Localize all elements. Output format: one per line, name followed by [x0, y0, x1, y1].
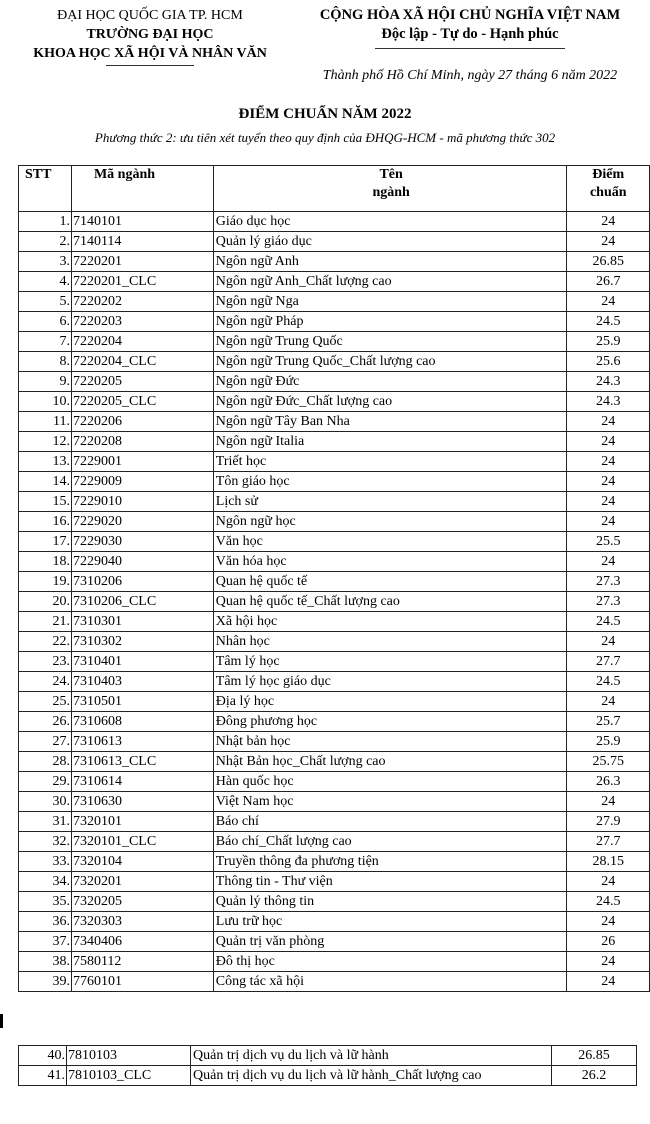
cell-stt: 39.: [19, 972, 72, 992]
cell-diem-chuan: 24: [567, 952, 650, 972]
table-row: [19, 932, 650, 952]
school-name-line1: TRƯỜNG ĐẠI HỌC: [86, 27, 214, 42]
cell-ma-nganh: 7320104: [71, 852, 213, 872]
cell-ma-nganh: 7310614: [71, 772, 213, 792]
cell-stt: 10.: [19, 392, 72, 412]
table-row: [19, 272, 650, 292]
header-left-rule: [106, 65, 194, 66]
table-header-row: [19, 166, 650, 212]
cell-diem-chuan: 24: [567, 632, 650, 652]
cell-ma-nganh: 7310613: [71, 732, 213, 752]
cell-stt: 30.: [19, 792, 72, 812]
cell-stt: 27.: [19, 732, 72, 752]
table-row: [19, 612, 650, 632]
cell-stt: 8.: [19, 352, 72, 372]
cell-diem-chuan: 25.9: [567, 732, 650, 752]
table-row: [19, 1046, 637, 1066]
header-ma-nganh: Mã ngành: [71, 166, 213, 212]
cell-ma-nganh: 7320201: [71, 872, 213, 892]
cell-ten-nganh: Xã hội học: [213, 612, 567, 632]
cell-ten-nganh: Văn học: [213, 532, 567, 552]
table-row: [19, 752, 650, 772]
cell-ma-nganh: 7220203: [71, 312, 213, 332]
header-ten-line1: Tên: [379, 167, 403, 182]
cell-stt: 14.: [19, 472, 72, 492]
cell-ten-nganh: Ngôn ngữ Trung Quốc: [213, 332, 567, 352]
header-ten-line2: ngành: [372, 185, 410, 200]
cell-ten-nganh: Ngôn ngữ Pháp: [213, 312, 567, 332]
cell-diem-chuan: 24: [567, 512, 650, 532]
cell-diem-chuan: 27.9: [567, 812, 650, 832]
cell-ma-nganh: 7310302: [71, 632, 213, 652]
cell-ten-nganh: Địa lý học: [213, 692, 567, 712]
table-row: [19, 772, 650, 792]
table-row: [19, 872, 650, 892]
cell-ten-nganh: Ngôn ngữ Đức_Chất lượng cao: [213, 392, 567, 412]
cell-diem-chuan: 25.7: [567, 712, 650, 732]
cell-stt: 34.: [19, 872, 72, 892]
cell-stt: 19.: [19, 572, 72, 592]
cell-ma-nganh: 7310206_CLC: [71, 592, 213, 612]
cell-stt: 6.: [19, 312, 72, 332]
table-row: [19, 712, 650, 732]
cell-diem-chuan: 24: [567, 212, 650, 232]
cell-ten-nganh: Tâm lý học giáo dục: [213, 672, 567, 692]
header-ten-nganh: [213, 166, 567, 212]
cell-ma-nganh: 7140114: [71, 232, 213, 252]
cell-diem-chuan: 25.6: [567, 352, 650, 372]
cell-ten-nganh: Ngôn ngữ Đức: [213, 372, 567, 392]
cell-ma-nganh: 7760101: [71, 972, 213, 992]
table-row: [19, 332, 650, 352]
cell-ma-nganh: 7220202: [71, 292, 213, 312]
cell-diem-chuan: 25.5: [567, 532, 650, 552]
cell-ten-nganh: Thông tin - Thư viện: [213, 872, 567, 892]
table-row: [19, 372, 650, 392]
cell-ten-nganh: Nhật Bản học_Chất lượng cao: [213, 752, 567, 772]
scores-table-continued: [18, 1045, 637, 1086]
cell-stt: 23.: [19, 652, 72, 672]
cell-stt: 41.: [19, 1066, 67, 1086]
cell-ma-nganh: 7229030: [71, 532, 213, 552]
cell-ma-nganh: 7220206: [71, 412, 213, 432]
cell-ten-nganh: Tôn giáo học: [213, 472, 567, 492]
cell-diem-chuan: 24: [567, 232, 650, 252]
cell-diem-chuan: 24: [567, 432, 650, 452]
cell-ma-nganh: 7310501: [71, 692, 213, 712]
table-row: [19, 252, 650, 272]
cell-diem-chuan: 26.3: [567, 772, 650, 792]
table-row: [19, 512, 650, 532]
table-row: [19, 652, 650, 672]
cell-stt: 21.: [19, 612, 72, 632]
cell-stt: 38.: [19, 952, 72, 972]
cell-ma-nganh: 7229001: [71, 452, 213, 472]
cell-ten-nganh: Văn hóa học: [213, 552, 567, 572]
cell-diem-chuan: 24.3: [567, 372, 650, 392]
table-row: [19, 892, 650, 912]
cell-diem-chuan: 28.15: [567, 852, 650, 872]
table-row: [19, 952, 650, 972]
cell-ten-nganh: Quản lý thông tin: [213, 892, 567, 912]
cell-diem-chuan: 24: [567, 872, 650, 892]
cell-ten-nganh: Ngôn ngữ Anh: [213, 252, 567, 272]
cell-stt: 13.: [19, 452, 72, 472]
cell-ma-nganh: 7220205: [71, 372, 213, 392]
cell-ma-nganh: 7810103: [67, 1046, 191, 1066]
cell-stt: 18.: [19, 552, 72, 572]
header-right-rule: [375, 48, 565, 49]
cell-stt: 4.: [19, 272, 72, 292]
table-row: [19, 792, 650, 812]
cell-stt: 31.: [19, 812, 72, 832]
cell-stt: 11.: [19, 412, 72, 432]
school-name-line2: KHOA HỌC XÃ HỘI VÀ NHÂN VĂN: [33, 46, 267, 61]
cell-diem-chuan: 26.85: [552, 1046, 637, 1066]
cell-ten-nganh: Công tác xã hội: [213, 972, 567, 992]
cell-ten-nganh: Quản trị dịch vụ du lịch và lữ hành: [191, 1046, 552, 1066]
header-stt: STT: [19, 166, 72, 212]
cell-ma-nganh: 7320101: [71, 812, 213, 832]
page-break-mark: [0, 1014, 3, 1028]
cell-diem-chuan: 24.5: [567, 892, 650, 912]
cell-ten-nganh: Quản trị văn phòng: [213, 932, 567, 952]
table-row: [19, 392, 650, 412]
cell-stt: 9.: [19, 372, 72, 392]
cell-diem-chuan: 24.5: [567, 312, 650, 332]
cell-stt: 36.: [19, 912, 72, 932]
cell-stt: 15.: [19, 492, 72, 512]
cell-ten-nganh: Ngôn ngữ Italia: [213, 432, 567, 452]
cell-diem-chuan: 24: [567, 412, 650, 432]
table-row: [19, 912, 650, 932]
cell-ten-nganh: Ngôn ngữ học: [213, 512, 567, 532]
cell-stt: 32.: [19, 832, 72, 852]
table-row: [19, 572, 650, 592]
cell-stt: 29.: [19, 772, 72, 792]
table-row: [19, 412, 650, 432]
scores-table: [18, 165, 650, 992]
cell-stt: 25.: [19, 692, 72, 712]
table-row: [19, 212, 650, 232]
table-row: [19, 692, 650, 712]
header-left: [0, 6, 300, 66]
cell-ma-nganh: 7220204: [71, 332, 213, 352]
document-subtitle: Phương thức 2: ưu tiên xét tuyển theo quy định của ĐHQG-HCM - mã phương thức 302: [94, 130, 556, 145]
cell-stt: 28.: [19, 752, 72, 772]
table-row: [19, 1066, 637, 1086]
cell-ten-nganh: Quản lý giáo dục: [213, 232, 567, 252]
cell-diem-chuan: 27.7: [567, 652, 650, 672]
cell-ma-nganh: 7320101_CLC: [71, 832, 213, 852]
cell-diem-chuan: 27.3: [567, 592, 650, 612]
cell-diem-chuan: 24: [567, 552, 650, 572]
table-row: [19, 292, 650, 312]
cell-stt: 26.: [19, 712, 72, 732]
cell-stt: 16.: [19, 512, 72, 532]
cell-stt: 12.: [19, 432, 72, 452]
cell-ma-nganh: 7310301: [71, 612, 213, 632]
table-row: [19, 852, 650, 872]
cell-stt: 35.: [19, 892, 72, 912]
cell-diem-chuan: 27.3: [567, 572, 650, 592]
cell-ma-nganh: 7310630: [71, 792, 213, 812]
cell-diem-chuan: 24: [567, 472, 650, 492]
cell-diem-chuan: 26.2: [552, 1066, 637, 1086]
table-row: [19, 972, 650, 992]
table-row: [19, 492, 650, 512]
cell-ten-nganh: Quan hệ quốc tế: [213, 572, 567, 592]
cell-ten-nganh: Ngôn ngữ Anh_Chất lượng cao: [213, 272, 567, 292]
cell-ma-nganh: 7310613_CLC: [71, 752, 213, 772]
cell-ma-nganh: 7580112: [71, 952, 213, 972]
cell-diem-chuan: 26.7: [567, 272, 650, 292]
cell-stt: 37.: [19, 932, 72, 952]
table-row: [19, 452, 650, 472]
cell-diem-chuan: 26.85: [567, 252, 650, 272]
cell-ten-nganh: Nhân học: [213, 632, 567, 652]
university-name: ĐẠI HỌC QUỐC GIA TP. HCM: [57, 8, 243, 23]
header-diem-line1: Điểm: [592, 167, 625, 182]
table-row: [19, 732, 650, 752]
header-right: [290, 6, 650, 49]
cell-diem-chuan: 24: [567, 292, 650, 312]
cell-ma-nganh: 7220201_CLC: [71, 272, 213, 292]
cell-diem-chuan: 26: [567, 932, 650, 952]
cell-ma-nganh: 7320303: [71, 912, 213, 932]
table-row: [19, 832, 650, 852]
cell-ten-nganh: Giáo dục học: [213, 212, 567, 232]
motto: Độc lập - Tự do - Hạnh phúc: [381, 26, 559, 42]
cell-ma-nganh: 7310401: [71, 652, 213, 672]
cell-ten-nganh: Việt Nam học: [213, 792, 567, 812]
cell-ten-nganh: Ngôn ngữ Trung Quốc_Chất lượng cao: [213, 352, 567, 372]
table-row: [19, 232, 650, 252]
cell-ma-nganh: 7229009: [71, 472, 213, 492]
cell-diem-chuan: 24: [567, 792, 650, 812]
cell-ten-nganh: Nhật bản học: [213, 732, 567, 752]
cell-stt: 2.: [19, 232, 72, 252]
cell-diem-chuan: 24: [567, 452, 650, 472]
cell-ma-nganh: 7220204_CLC: [71, 352, 213, 372]
table-row: [19, 592, 650, 612]
cell-stt: 40.: [19, 1046, 67, 1066]
cell-ma-nganh: 7229040: [71, 552, 213, 572]
cell-stt: 5.: [19, 292, 72, 312]
cell-stt: 1.: [19, 212, 72, 232]
cell-ten-nganh: Báo chí_Chất lượng cao: [213, 832, 567, 852]
cell-diem-chuan: 24: [567, 972, 650, 992]
table-row: [19, 432, 650, 452]
cell-ma-nganh: 7229020: [71, 512, 213, 532]
cell-ma-nganh: 7229010: [71, 492, 213, 512]
cell-stt: 24.: [19, 672, 72, 692]
table-row: [19, 532, 650, 552]
cell-diem-chuan: 24.3: [567, 392, 650, 412]
cell-ten-nganh: Lịch sử: [213, 492, 567, 512]
cell-ma-nganh: 7310403: [71, 672, 213, 692]
table-row: [19, 632, 650, 652]
cell-ma-nganh: 7220208: [71, 432, 213, 452]
cell-diem-chuan: 24: [567, 692, 650, 712]
cell-ma-nganh: 7810103_CLC: [67, 1066, 191, 1086]
document-title: ĐIỂM CHUẨN NĂM 2022: [238, 106, 412, 122]
cell-ten-nganh: Quan hệ quốc tế_Chất lượng cao: [213, 592, 567, 612]
cell-stt: 7.: [19, 332, 72, 352]
cell-ten-nganh: Lưu trữ học: [213, 912, 567, 932]
cell-stt: 22.: [19, 632, 72, 652]
cell-ten-nganh: Tâm lý học: [213, 652, 567, 672]
cell-diem-chuan: 24.5: [567, 612, 650, 632]
cell-ten-nganh: Quản trị dịch vụ du lịch và lữ hành_Chất lượng cao: [191, 1066, 552, 1086]
cell-ten-nganh: Đô thị học: [213, 952, 567, 972]
header-diem-line2: chuẩn: [589, 185, 627, 200]
cell-ma-nganh: 7320205: [71, 892, 213, 912]
cell-diem-chuan: 24: [567, 492, 650, 512]
cell-stt: 3.: [19, 252, 72, 272]
cell-ma-nganh: 7310206: [71, 572, 213, 592]
cell-ten-nganh: Ngôn ngữ Tây Ban Nha: [213, 412, 567, 432]
table-row: [19, 672, 650, 692]
cell-ten-nganh: Báo chí: [213, 812, 567, 832]
cell-diem-chuan: 27.7: [567, 832, 650, 852]
cell-ma-nganh: 7140101: [71, 212, 213, 232]
header-diem-chuan: [567, 166, 650, 212]
cell-diem-chuan: 25.9: [567, 332, 650, 352]
cell-stt: 17.: [19, 532, 72, 552]
cell-stt: 33.: [19, 852, 72, 872]
country-name: CỘNG HÒA XÃ HỘI CHỦ NGHĨA VIỆT NAM: [319, 7, 621, 23]
cell-diem-chuan: 24.5: [567, 672, 650, 692]
table-row: [19, 352, 650, 372]
table-row: [19, 472, 650, 492]
table-row: [19, 312, 650, 332]
cell-diem-chuan: 24: [567, 912, 650, 932]
cell-ma-nganh: 7220205_CLC: [71, 392, 213, 412]
cell-ten-nganh: Đông phương học: [213, 712, 567, 732]
cell-ma-nganh: 7220201: [71, 252, 213, 272]
table-row: [19, 552, 650, 572]
cell-diem-chuan: 25.75: [567, 752, 650, 772]
cell-ma-nganh: 7340406: [71, 932, 213, 952]
cell-ten-nganh: Ngôn ngữ Nga: [213, 292, 567, 312]
cell-stt: 20.: [19, 592, 72, 612]
document-date: Thành phố Hồ Chí Minh, ngày 27 tháng 6 năm 2022: [322, 68, 618, 83]
table-row: [19, 812, 650, 832]
cell-ma-nganh: 7310608: [71, 712, 213, 732]
cell-ten-nganh: Triết học: [213, 452, 567, 472]
cell-ten-nganh: Hàn quốc học: [213, 772, 567, 792]
cell-ten-nganh: Truyền thông đa phương tiện: [213, 852, 567, 872]
